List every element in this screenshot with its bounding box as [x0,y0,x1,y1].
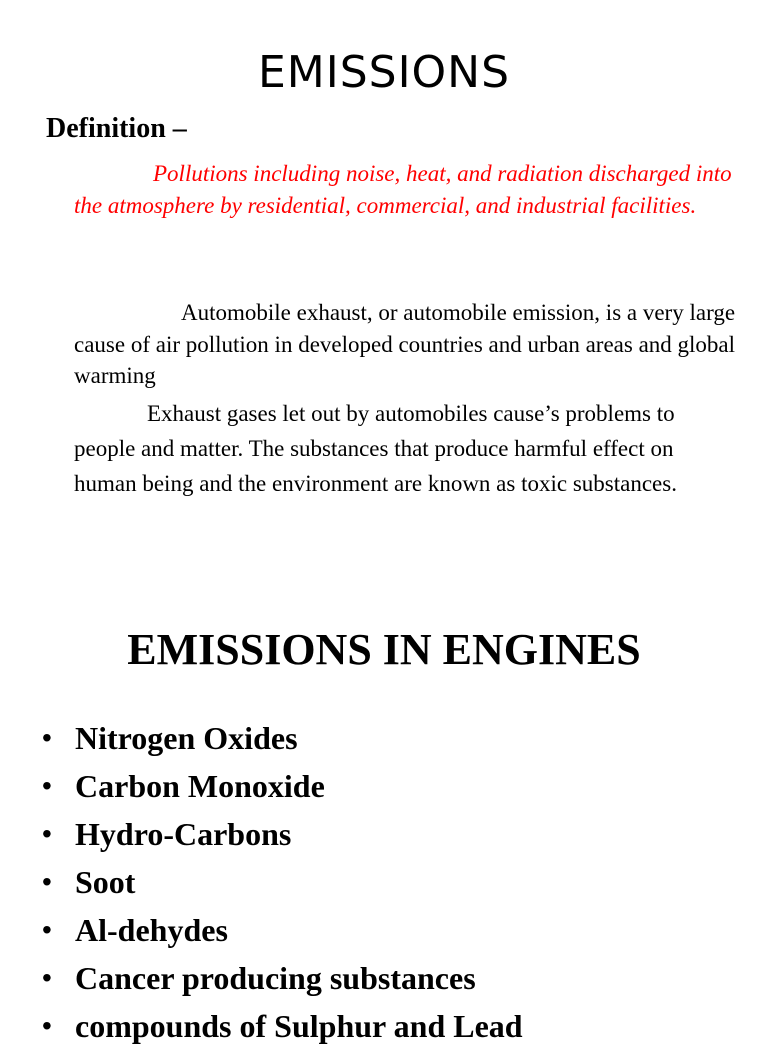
list-item-label: compounds of Sulphur and Lead [75,1008,523,1044]
list-item [42,810,523,858]
list-item [42,858,523,906]
definition-heading: Definition – [46,113,187,144]
emissions-list [42,714,523,1050]
list-item-label: Cancer producing substances [75,960,476,996]
section-title: EMISSIONS IN ENGINES [127,625,641,674]
page-title: EMISSIONS [257,47,511,98]
list-item-label: Nitrogen Oxides [75,720,298,756]
list-item [42,1002,523,1050]
definition-text: Pollutions including noise, heat, and radiation discharged into the atmosphere by residential, commercial, and industrial facilities. [74,161,732,218]
bullet-icon: • [42,770,52,801]
paragraph-automobile-exhaust: Automobile exhaust, or automobile emission, is a very large cause of air pollution in developed countries and urban areas and global warming [74,300,736,388]
bullet-icon: • [42,722,52,753]
list-item [42,762,523,810]
bullet-icon: • [42,866,52,897]
list-item [42,954,523,1002]
bullet-icon: • [42,914,52,945]
bullet-icon: • [42,962,52,993]
bullet-icon: • [42,1010,52,1041]
paragraph-exhaust-gases: Exhaust gases let out by automobiles cause’s problems to people and matter. The substances that produce harmful effect on human being and the environment are known as toxic substances. [74,401,677,496]
list-item [42,906,523,954]
list-item [42,714,523,762]
list-item-label: Soot [75,864,136,900]
list-item-label: Al-dehydes [75,912,228,948]
bullet-icon: • [42,818,52,849]
list-item-label: Hydro-Carbons [75,816,292,852]
list-item-label: Carbon Monoxide [75,768,325,804]
